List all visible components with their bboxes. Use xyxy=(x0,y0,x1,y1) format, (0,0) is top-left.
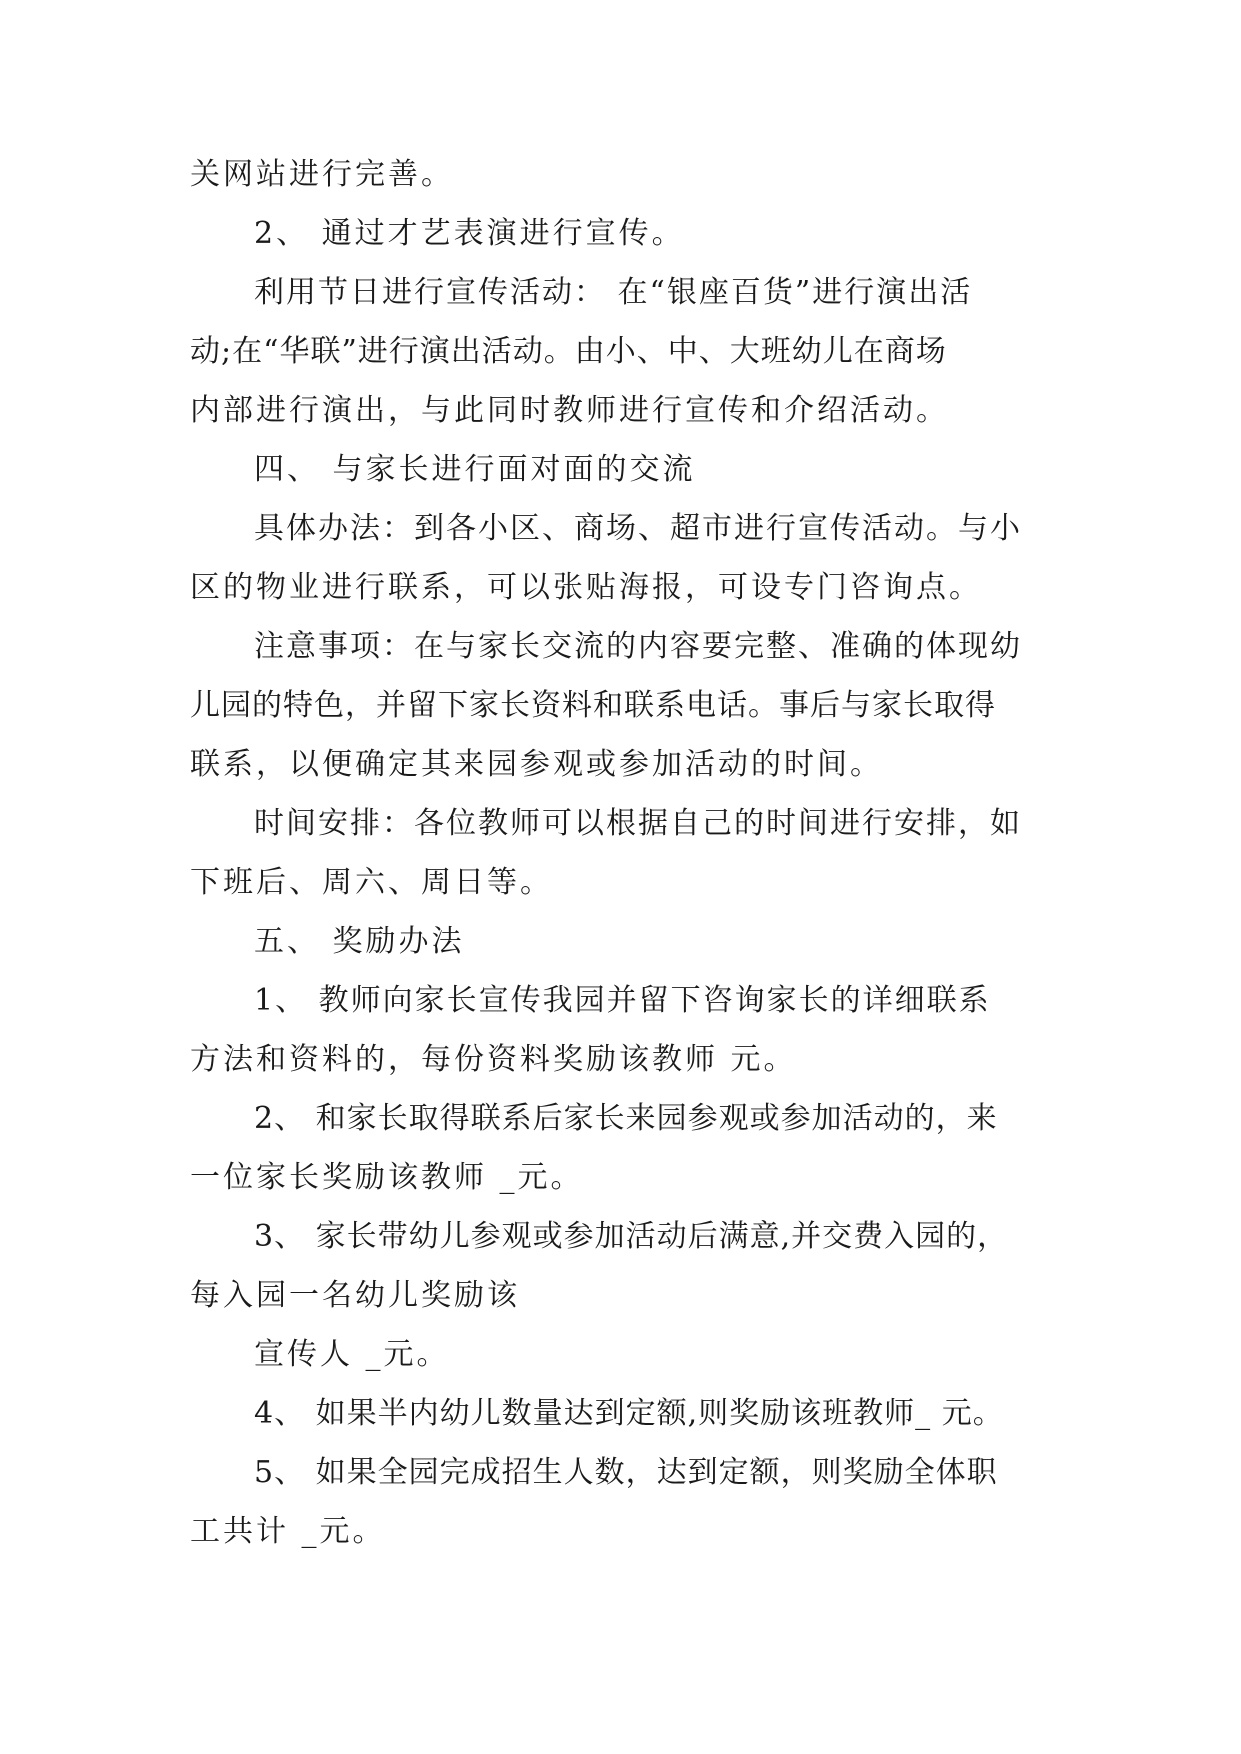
text-line: 5、 如果全园完成招生人数，达到定额，则奖励全体职 xyxy=(254,1455,998,1490)
text-line: 4、 如果半内幼儿数量达到定额,则奖励该班教师_ 元。 xyxy=(254,1396,1004,1431)
text-line: 五、 奖励办法 xyxy=(254,924,465,959)
text-line: 每入园一名幼儿奖励该 xyxy=(190,1278,520,1313)
text-line: 工共计 _元。 xyxy=(190,1514,386,1549)
text-line: 联系，以便确定其来园参观或参加活动的时间。 xyxy=(190,747,883,782)
text-line: 四、 与家长进行面对面的交流 xyxy=(254,452,696,487)
text-line: 1、 教师向家长宣传我园并留下咨询家长的详细联系 xyxy=(254,983,991,1018)
text-line: 一位家长奖励该教师 _元。 xyxy=(190,1160,584,1195)
text-line: 内部进行演出，与此同时教师进行宣传和介绍活动。 xyxy=(190,393,949,428)
text-line: 动;在“华联”进行演出活动。由小、中、大班幼儿在商场 xyxy=(190,334,947,369)
text-line: 儿园的特色，并留下家长资料和联系电话。事后与家长取得 xyxy=(190,688,996,723)
text-line: 方法和资料的，每份资料奖励该教师 元。 xyxy=(190,1042,797,1077)
text-line: 宣传人 _元。 xyxy=(254,1337,450,1372)
text-line: 关网站进行完善。 xyxy=(190,157,454,192)
text-line: 时间安排：各位教师可以根据自己的时间进行安排，如 xyxy=(254,806,1022,841)
document-page xyxy=(190,155,1060,1552)
text-line: 2、 通过才艺表演进行宣传。 xyxy=(254,216,685,251)
text-line: 区的物业进行联系，可以张贴海报，可设专门咨询点。 xyxy=(190,570,982,605)
text-line: 具体办法：到各小区、商场、超市进行宣传活动。与小 xyxy=(254,511,1022,546)
text-line: 注意事项：在与家长交流的内容要完整、准确的体现幼 xyxy=(254,629,1022,664)
text-line: 3、 家长带幼儿参观或参加活动后满意,并交费入园的， xyxy=(254,1219,1009,1254)
text-line: 2、 和家长取得联系后家长来园参观或参加活动的，来 xyxy=(254,1101,998,1136)
text-line: 利用节日进行宣传活动： 在“银座百货”进行演出活 xyxy=(254,275,973,310)
text-line: 下班后、周六、周日等。 xyxy=(190,865,553,900)
